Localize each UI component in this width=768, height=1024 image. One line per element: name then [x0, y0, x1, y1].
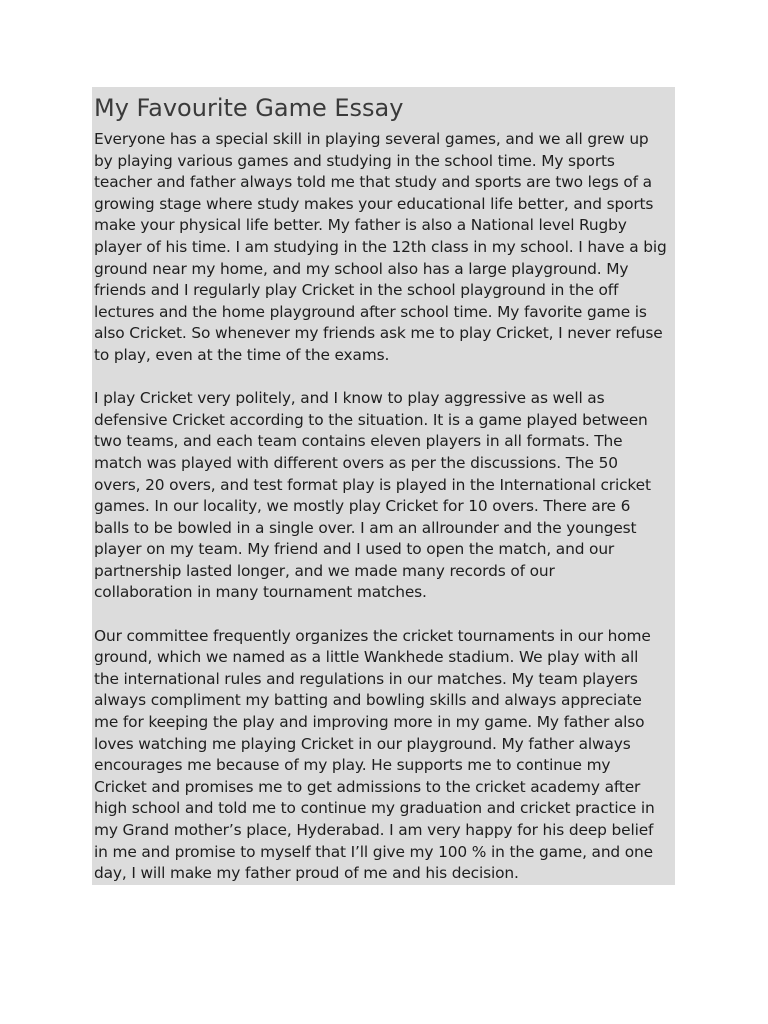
essay-paragraph-2: I play Cricket very politely, and I know to play aggressive as well as defensive Cricket according to the situation. It is a game played between two teams, and each team contains eleven players in all formats. The match was played with different overs as per the discussions. The 50 overs, 20 overs, and test format play is played in the International cricket games. In our locality, we mostly play Cricket for 10 overs. There are 6 balls to be bowled in a single over. I am an allrounder and the youngest player on my team. My friend and I used to open the match, and our partnership lasted longer, and we made many records of our collaboration in many tournament matches.: [94, 389, 651, 602]
essay-block: [92, 87, 675, 885]
essay-paragraph-3: Our committee frequently organizes the cricket tournaments in our home ground, which we named as a little Wankhede stadium. We play with all the international rules and regulations in our matches. My team players always compliment my batting and bowling skills and always appreciate me for keeping the play and improving more in my game. My father also loves watching me playing Cricket in our playground. My father always encourages me because of my play. He supports me to continue my Cricket and promises me to get admissions to the cricket academy after high school and told me to continue my graduation and cricket practice in my Grand mother’s place, Hyderabad. I am very happy for his deep belief in me and promise to myself that I’ll give my 100 % in the game, and one day, I will make my father proud of me and his decision.: [94, 626, 655, 883]
essay-title: My Favourite Game Essay: [94, 94, 404, 122]
essay-paragraph-1: Everyone has a special skill in playing several games, and we all grew up by playing various games and studying in the school time. My sports teacher and father always told me that study and sports are two legs of a growing stage where study makes your educational life better, and sports make your physical life better. My father is also a National level Rugby player of his time. I am studying in the 12th class in my school. I have a big ground near my home, and my school also has a large playground. My friends and I regularly play Cricket in the school playground in the off lectures and the home playground after school time. My favorite game is also Cricket. So whenever my friends ask me to play Cricket, I never refuse to play, even at the time of the exams.: [94, 130, 667, 364]
